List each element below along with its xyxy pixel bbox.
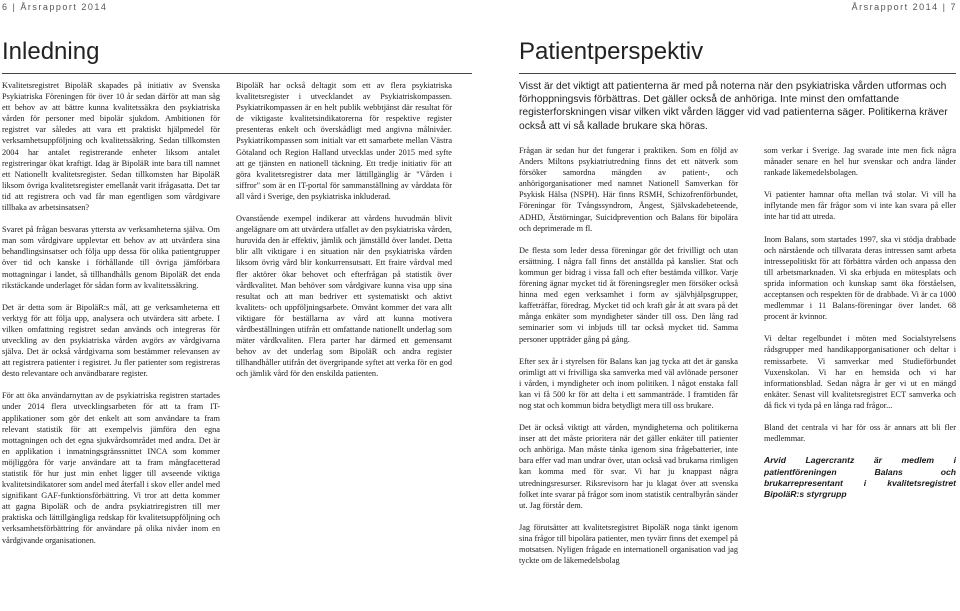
- paragraph: Det är också viktigt att vården, myndigheterna och politikerna inser att det måste prioritera när det gäller enkäter till patienter och anhöriga. Man måste tänka igenom sina frågebatterier, inte bara effer vad man undrar över, utan också vad brukarna rimligen kan komma med för svar. Vi har ju knappast några utredningsresurser. Riksrevisorn har ju klagat över att svenska folket inte svarar på frågor som inom statistik centralbyrån sänder ut. Jag förstår dem.: [519, 423, 738, 510]
- paragraph: Inom Balans, som startades 1997, ska vi stödja drabbade och närstående och tillvarata deras intressen samt arbeta intressepolitiskt för att förbättra vården och anpassa den till arbetsmarknaden. Vi ska erbjuda en mötesplats och sprida information och kunskap samt öka förståelsen, acceptansen och respekten för de drabbade. Vi är ca 1000 medlemmar i 11 Balans-föreningar över landet. 68 procent är kvinnor.: [764, 234, 956, 322]
- author-caption: Arvid Lagercrantz är medlem i patientföreningen Balans och brukarrepresentant i kvalitetsregistret BipoläR:s styrgrupp: [764, 455, 956, 500]
- left-column-2: [236, 80, 452, 390]
- paragraph: BipoläR har också deltagit som ett av flera psykiatriska kvalitetsregister i utvecklandet av Psykiatriskompassen. Psykiatrikompassen är en helt publik webbtjänst där resultat för de viktigaste kvalitetsindikatorerna för respektive register presenteras enkelt och överskådligt med angivna målnivåer. Psykiatrikompassen som initialt var ett samarbete mellan Västra Götaland och Region Halland utvecklas under 2015 med syfte att ge tjänsten en nationell täckning. Ett tredje initiativ för att göra kvalitetsregistrer data mer lättillgänglig är "Vården i siffror" som är en IT-portal för sammanställning av vårddata för all vård i Sverige, den psykiatriska inkluderad.: [236, 81, 452, 201]
- paragraph: Kvalitetsregistret BipoläR skapades på initiativ av Svenska Psykiatriska Föreningen för över 10 år sedan därför att man såg ett behov av att bättre kunna kvalitetssäkra den psykiatriska vården för personer med bipolär sjukdom. Ambitionen för registret var således att vara ett praktiskt hjälpmedel för verksamhetsuppföljning och kvalitetssäkring. Sedan tillkomsten 2004 har antalet registrerande enheter liksom antalet registreringar ökat kraftigt. Idag är BipoläR inte bara till namnet ett Nationellt kvalitetsregister. Sedan tillkomsten har BipoläR liksom övriga kvalitetsregister emellanåt varit ifrågasatta. Det tar tid att registrera och vad får man egentligen som vårdgivare tillbaka av arbetsinsatsen?: [2, 81, 220, 213]
- paragraph: Bland det centrala vi har för oss är annars att bli fler medlemmar.: [764, 422, 956, 444]
- right-page-title: Patientperspektiv: [519, 38, 704, 65]
- right-column-2: [764, 145, 956, 512]
- page-header-right: Årsrapport 2014 | 7: [851, 2, 957, 12]
- paragraph: För att öka användarnyttan av de psykiatriska registren startades under 2014 flera utvecklingsarbeten för att ta fram IT-applikationer som gör det enkelt att som användare ta fram relevant statistik för att exempelvis jämföra den egna mottagningen och det egna sjukvårdsområdet med andra. Det är en applikation i inmatningsgränssnittet INCA som kommer möjliggöra för varje användare att ta fram mångfacetterad statistik för hur just min enhet ligger till avseende viktiga kvalitetsindikatorer som andel med återfall i skov eller andel med signifikant GAF-funktionsförbättring. Vi tror att detta kommer att gagna BipoläR och de andra psykiatriregistren till mer praktiska och lättillgängliga redskap för kvalitetsuppföljning och verksamhetsförbättring för användare på olika nivåer inom en vårdgivande organisationen.: [2, 391, 220, 545]
- left-page-title: Inledning: [2, 38, 100, 65]
- paragraph: Frågan är sedan hur det fungerar i praktiken. Som en följd av Anders Miltons psykiatriutredning finns det ett nätverk som försöker samordna mängden av patient-, och anhörigorganisationer med namnet Nationell Samverkan för Psykisk Hälsa (NSPH). Här finns RSMH, Schizofrenförbundet, Föreningar för Tvångssyndrom, Ångest, Självskadebeteende, ADHD, Ätstörningar, Suicidprevention och Balans för bipolära och deprimerade m fl.: [519, 146, 738, 233]
- paragraph: Efter sex år i styrelsen för Balans kan jag tycka att det är ganska orimligt att vi frivilliga ska samverka med väl avlönade personer i vården, i myndigheter och inom politiken. I något enstaka fall kan vi få 500 kr för att delta i ett sammanträde. I framtiden får nog stat och kommun bidra betydligt mera till oss brukare.: [519, 356, 738, 410]
- paragraph: Det är detta som är BipoläR:s mål, att ge verksamheterna ett verktyg för att följa upp, analysera och utvärdera sitt arbete. I vilken omfattning registret sedan används och integreras för utveckling av den psykiatriska vården avgörs av vårdgivarna själva. Det är också vårdgivarna som bestämmer relevansen av att registrera patienter i registret. Ju fler patienter som registreras desto relevantare och användbarare register.: [2, 302, 220, 379]
- paragraph: Vi patienter hamnar ofta mellan två stolar. Vi vill ha inflytande men får frågor som vi inte kan svara på eller inte har tid att utreda.: [764, 190, 956, 222]
- lead-paragraph: [519, 80, 949, 133]
- paragraph: som verkar i Sverige. Jag svarade inte men fick några månader senare en hel hur svenskar och andra länder rankade läkemedelsbolagen.: [764, 146, 956, 178]
- right-title-rule: [519, 73, 956, 74]
- left-column-1: [2, 80, 220, 557]
- paragraph: Jag förutsätter att kvalitetsregistret BipoläR noga tänkt igenom sina frågor till bipolära patienter, men tyvärr finns det exempel på motsatsen. Nyligen frågade en internationell organisation vad jag tyckte om de läkemedelsbolag: [519, 522, 738, 566]
- paragraph: Svaret på frågan besvaras yttersta av verksamheterna själva. Om man som vårdgivare upplevtar ett behov av att utvärdera sina behandlingsinsatser och följa upp dessa för olika patientgrupper över tid och kanske i förhållande till övriga jämförbara mottagningar i landet, så tillhandhålls genom BipoläR det enda rikstäckande underlaget för sådan form av kvalitetssäkring.: [2, 225, 220, 290]
- paragraph: De flesta som leder dessa föreningar gör det frivilligt och utan ersättning. I några fall finns det anställda på kanslier. Stat och kommun ger bidrag i vissa fall och efter bestämda villkor. Varje förening ägnar mycket tid åt föreningsregler men försöker också hinna med egen verksamhet i form av självhjälpsgrupper, kaffeträffar, föredrag. Mycket tid och kraft går åt att svara på det många enkäter som myndigheter sänder till oss. Den lång rad seminarier som vi inbjuds till tar också mycket tid. Samma personer uppträder gång på gång.: [519, 245, 738, 344]
- page-header-left: 6 | Årsrapport 2014: [2, 2, 108, 12]
- paragraph: Ovanstående exempel indikerar att vårdens huvudmän blivit angelägnare om att utvärdera utfallet av den psykiatriska vården, huruvida den är effektiv, jämlik och jämställd över landet. Detta blir allt viktigare i en situation när den psykiatriska vården liksom övrig vård blir konkurrensutsatt. Ett fraire vårdval med fler aktörer ökar behovet och efterfrågan på statistik över vårdkvalitet. Man behöver som vårdgivare kunna visa upp sina resultat och att man bedriver ett systematiskt och aktivt kvalitets- och uppföljningsarbete. Omvänt kommer det vara allt viktigare för beställarna av vård att kunna motivera vårdbeställningen utifrån ett omfattande nationellt underlag som mäter vårdkvaliten. Flera parter har därmed ett gemensamt behov av det underlag som BipoläR och andra register tillhandhåller utifrån det övergripande syftet att verka för en god och jämlik vård för den enskilda patienten.: [236, 214, 452, 379]
- right-column-1: [519, 145, 738, 577]
- lead-text: Visst är det viktigt att patienterna är med på noterna när den psykiatriska vården utformas och förhoppningsvis förbättras. Det gäller också de anhöriga. Inte minst den omfattande registerforskningen visar vilken vikt vården lägger vid vad patienterna säger. Politikerna kräver också att vi så kallade brukare ska höras.: [519, 81, 948, 132]
- left-title-rule: [2, 73, 472, 74]
- paragraph: Vi deltar regelbundet i möten med Socialstyrelsens rådsgrupper med handikapporganisationer och deltar i remissarbete. Vi samverkar med Studieförbundet Vuxenskolan. Vi har en hemsida och vi har informationsblad. Sedan några år ger vi ut en mängd enkäter. Senast vill kvalitetsregistret ECT samverka och då fick vi tyda på en långa rad frågor...: [764, 334, 956, 410]
